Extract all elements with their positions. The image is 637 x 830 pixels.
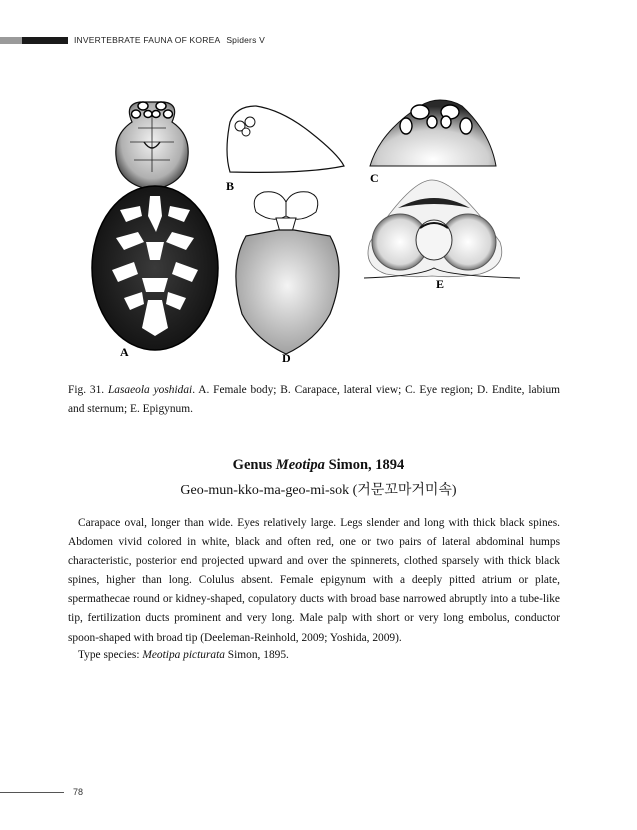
caption-prefix: Fig. 31. xyxy=(68,384,108,396)
footer-rule xyxy=(0,792,64,793)
type-species-label: Type species: xyxy=(78,649,143,661)
panel-label-b: B xyxy=(226,179,235,193)
panel-label-c: C xyxy=(370,171,379,185)
header-accent-bar-grey xyxy=(0,37,22,44)
type-species-name: Meotipa picturata xyxy=(142,649,225,661)
genus-author: Simon, 1894 xyxy=(324,457,405,473)
caption-species: Lasaeola yoshidai xyxy=(107,384,193,396)
type-species-author: Simon, 1895. xyxy=(224,649,289,661)
panel-label-d: D xyxy=(282,351,291,365)
type-species-line xyxy=(78,649,289,661)
figure-illustration xyxy=(80,92,550,372)
panel-d-endite-labium-sternum xyxy=(236,192,339,365)
panel-e-epigynum xyxy=(364,180,520,291)
genus-heading xyxy=(0,457,637,474)
running-header xyxy=(74,35,265,45)
panel-c-eye-region xyxy=(370,100,496,185)
header-volume: Spiders V xyxy=(226,35,265,45)
panel-b-carapace-lateral xyxy=(226,106,344,193)
figure-31 xyxy=(80,92,550,372)
panel-a-female-body xyxy=(92,102,218,359)
genus-korean-name: Geo-mun-kko-ma-geo-mi-sok (거문꼬마거미속) xyxy=(180,483,457,498)
header-accent-bar-black xyxy=(22,37,68,44)
panel-label-a: A xyxy=(120,345,129,359)
figure-caption xyxy=(68,381,560,419)
genus-description: Carapace oval, longer than wide. Eyes relatively large. Legs slender and long with thick black spines. Abdomen vivid colored in white, black and often red, one or two pairs of lateral abdominal humps characteristic, posterior end projected upward and over the spinnerets, clothed sparsely with thick black spines, higher than long. Colulus absent. Female epigynum with a deeply pitted atrium or plate, spermathecae round or kidney-shaped, copulatory ducts with broad base narrowed abruptly into a tube-like tip, fertilization ducts prominent and very long. Male palp with short or very long embolus, conductor spoon-shaped with broad tip (Deeleman-Reinhold, 2009; Yoshida, 2009). xyxy=(68,517,560,644)
caption-text: . A. Female body; B. Carapace, lateral view; C. Eye region; D. Endite, labium and sternum; E. Epigynum. xyxy=(68,384,560,415)
genus-label: Genus xyxy=(232,457,276,473)
header-series: INVERTEBRATE FAUNA OF KOREA xyxy=(74,35,221,45)
page-number: 78 xyxy=(73,787,84,797)
panel-label-e: E xyxy=(436,277,445,291)
genus-name: Meotipa xyxy=(275,457,325,473)
